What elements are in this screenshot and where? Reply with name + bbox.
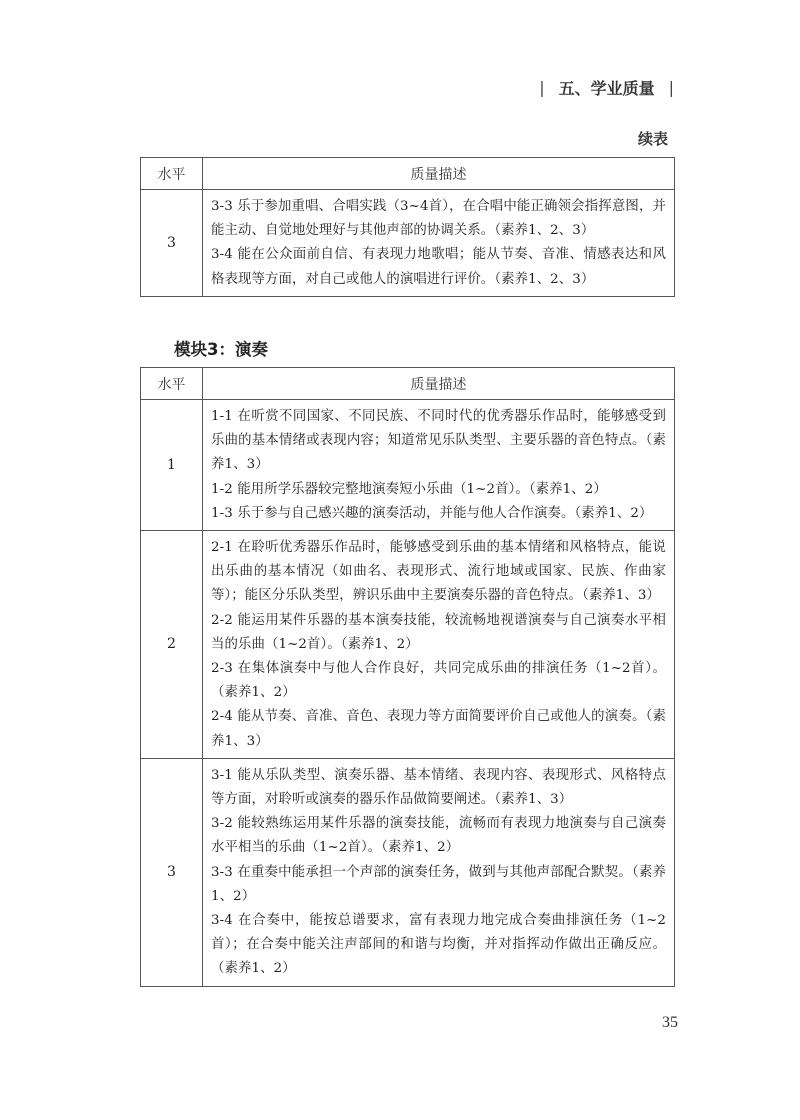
running-header	[539, 76, 674, 99]
table-header-row	[141, 368, 675, 400]
table-header-row	[141, 158, 675, 190]
quality-item: 1-3 乐于参与自己感兴趣的演奏活动，并能与他人合作演奏。（素养1、2）	[211, 505, 653, 521]
header-divider: |	[539, 78, 545, 97]
quality-item: 2-4 能从节奏、音准、音色、表现力等方面简要评价自己或他人的演奏。（素养1、3）	[211, 709, 666, 749]
level-cell: 3	[141, 190, 203, 297]
column-header-description: 质量描述	[203, 158, 675, 190]
quality-item: 3-2 能较熟练运用某件乐器的演奏技能，流畅而有表现力地演奏与自己演奏水平相当的乐曲（1~2首）。（素养1、2）	[211, 816, 666, 856]
module-title: 模块3：演奏	[174, 340, 268, 359]
column-header-description: 质量描述	[203, 368, 675, 400]
description-cell	[203, 758, 675, 986]
table-row	[141, 758, 675, 986]
quality-item: 2-1 在聆听优秀器乐作品时，能够感受到乐曲的基本情绪和风格特点，能说出乐曲的基本情况（如曲名、表现形式、流行地域或国家、民族、作曲家等）；能区分乐队类型，辨识乐曲中主要演奏乐器的音色特点。（素养1、3）	[211, 540, 666, 604]
quality-item: 3-1 能从乐队类型、演奏乐器、基本情绪、表现内容、表现形式、风格特点等方面，对聆听或演奏的器乐作品做简要阐述。（素养1、3）	[211, 767, 666, 808]
level-cell: 1	[141, 400, 203, 531]
column-header-level: 水平	[141, 368, 203, 400]
description-cell	[203, 190, 675, 297]
table-row	[141, 400, 675, 531]
quality-item: 3-4 在合奏中，能按总谱要求，富有表现力地完成合奏曲排演任务（1~2首）；在合奏中能关注声部间的和谐与均衡，并对指挥动作做出正确反应。（素养1、2）	[211, 913, 666, 977]
table-row	[141, 531, 675, 759]
quality-item: 3-3 乐于参加重唱、合唱实践（3~4首），在合唱中能正确领会指挥意图，并能主动、自觉地处理好与其他声部的协调关系。（素养1、2、3）	[211, 199, 666, 239]
description-cell	[203, 531, 675, 759]
description-cell	[203, 400, 675, 531]
level-cell: 2	[141, 531, 203, 759]
quality-table-performance	[140, 367, 675, 987]
quality-item: 1-2 能用所学乐器较完整地演奏短小乐曲（1~2首）。（素养1、2）	[211, 481, 607, 497]
page-number: 35	[662, 1014, 678, 1031]
table-row	[141, 190, 675, 297]
level-cell: 3	[141, 758, 203, 986]
continued-label: 续表	[637, 130, 668, 148]
quality-item: 1-1 在听赏不同国家、不同民族、不同时代的优秀器乐作品时，能够感受到乐曲的基本情绪或表现内容；知道常见乐队类型、主要乐器的音色特点。（素养1、3）	[211, 409, 666, 473]
header-section-title: 五、学业质量	[558, 79, 655, 98]
quality-item: 3-3 在重奏中能承担一个声部的演奏任务，做到与其他声部配合默契。（素养1、2）	[211, 864, 666, 904]
header-divider: |	[668, 78, 674, 97]
quality-table-singing	[140, 157, 675, 297]
quality-item: 2-2 能运用某件乐器的基本演奏技能，较流畅地视谱演奏与自己演奏水平相当的乐曲（1~2首）。（素养1、2）	[211, 612, 666, 652]
column-header-level: 水平	[141, 158, 203, 190]
quality-item: 3-4 能在公众面前自信、有表现力地歌唱；能从节奏、音准、情感表达和风格表现等方面，对自己或他人的演唱进行评价。（素养1、2、3）	[211, 247, 666, 287]
quality-item: 2-3 在集体演奏中与他人合作良好，共同完成乐曲的排演任务（1~2首）。（素养1、2）	[211, 661, 666, 701]
